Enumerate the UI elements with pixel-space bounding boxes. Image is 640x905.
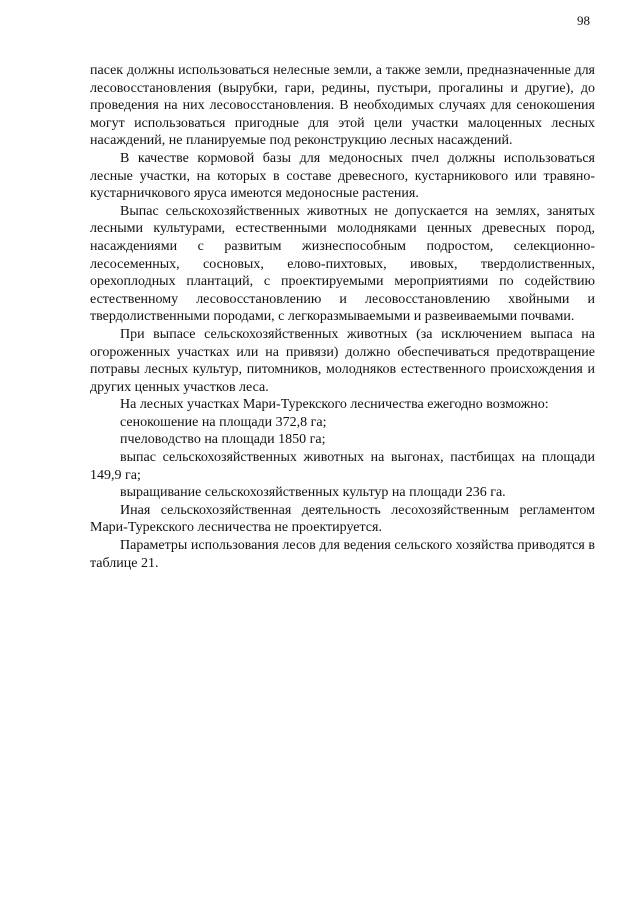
paragraph-bee-forage: В качестве кормовой базы для медоносных пчел должны использоваться лесные участки, на которых в составе древесного, кустарникового или травяно-кустарничкового яруса имеются медоносные растения.: [90, 150, 595, 202]
paragraph-continuation: пасек должны использоваться нелесные земли, а также земли, предназначенные для лесовосстановления (вырубки, гари, редины, пустыри, прогалины и другие), до проведения на них лесовосстановления. В необходимых случаях для сенокошения могут использоваться пригодные для этой цели участки малоценных лесных насаждений, не планируемые под реконструкцию лесных насаждений.: [90, 63, 595, 149]
body-text: [90, 62, 595, 572]
paragraph-other-activity: Иная сельскохозяйственная деятельность лесохозяйственным регламентом Мари-Турекского лесничества не проектируется.: [90, 502, 595, 536]
list-item-crop-growing: выращивание сельскохозяйственных культур на площади 236 га.: [120, 485, 506, 501]
list-item-beekeeping: пчеловодство на площади 1850 га;: [120, 432, 326, 448]
paragraph-grazing-protection: При выпасе сельскохозяйственных животных (за исключением выпаса на огороженных участках или на привязи) должно обеспечиваться предотвращение потравы лесных культур, питомников, молодняков естественного происхождения и других ценных участков леса.: [90, 326, 595, 395]
list-item-haymaking: сенокошение на площади 372,8 га;: [120, 414, 327, 430]
paragraph-grazing-restrictions: Выпас сельскохозяйственных животных не допускается на землях, занятых лесными культурами, естественными молодняками ценных древесных пород, насаждениями с развитым жизнеспособным подростом, селекционно-лесосеменных, сосновых, елово-пихтовых, ивовых, твердолиственных, орехоплодных плантаций, с проектируемыми мероприятиями по содействию естественному лесовосстановлению и лесовосстановлению хвойными и твердолиственными породами, с легкоразмываемыми и развеиваемыми почвами.: [90, 203, 595, 325]
page-number: 98: [577, 13, 590, 28]
list-item-grazing: выпас сельскохозяйственных животных на выгонах, пастбищах на площади 149,9 га;: [90, 450, 595, 483]
paragraph-table-reference: Параметры использования лесов для ведения сельского хозяйства приводятся в таблице 21.: [90, 538, 595, 571]
paragraph-annual-possible: На лесных участках Мари-Турекского лесничества ежегодно возможно:: [120, 397, 549, 413]
